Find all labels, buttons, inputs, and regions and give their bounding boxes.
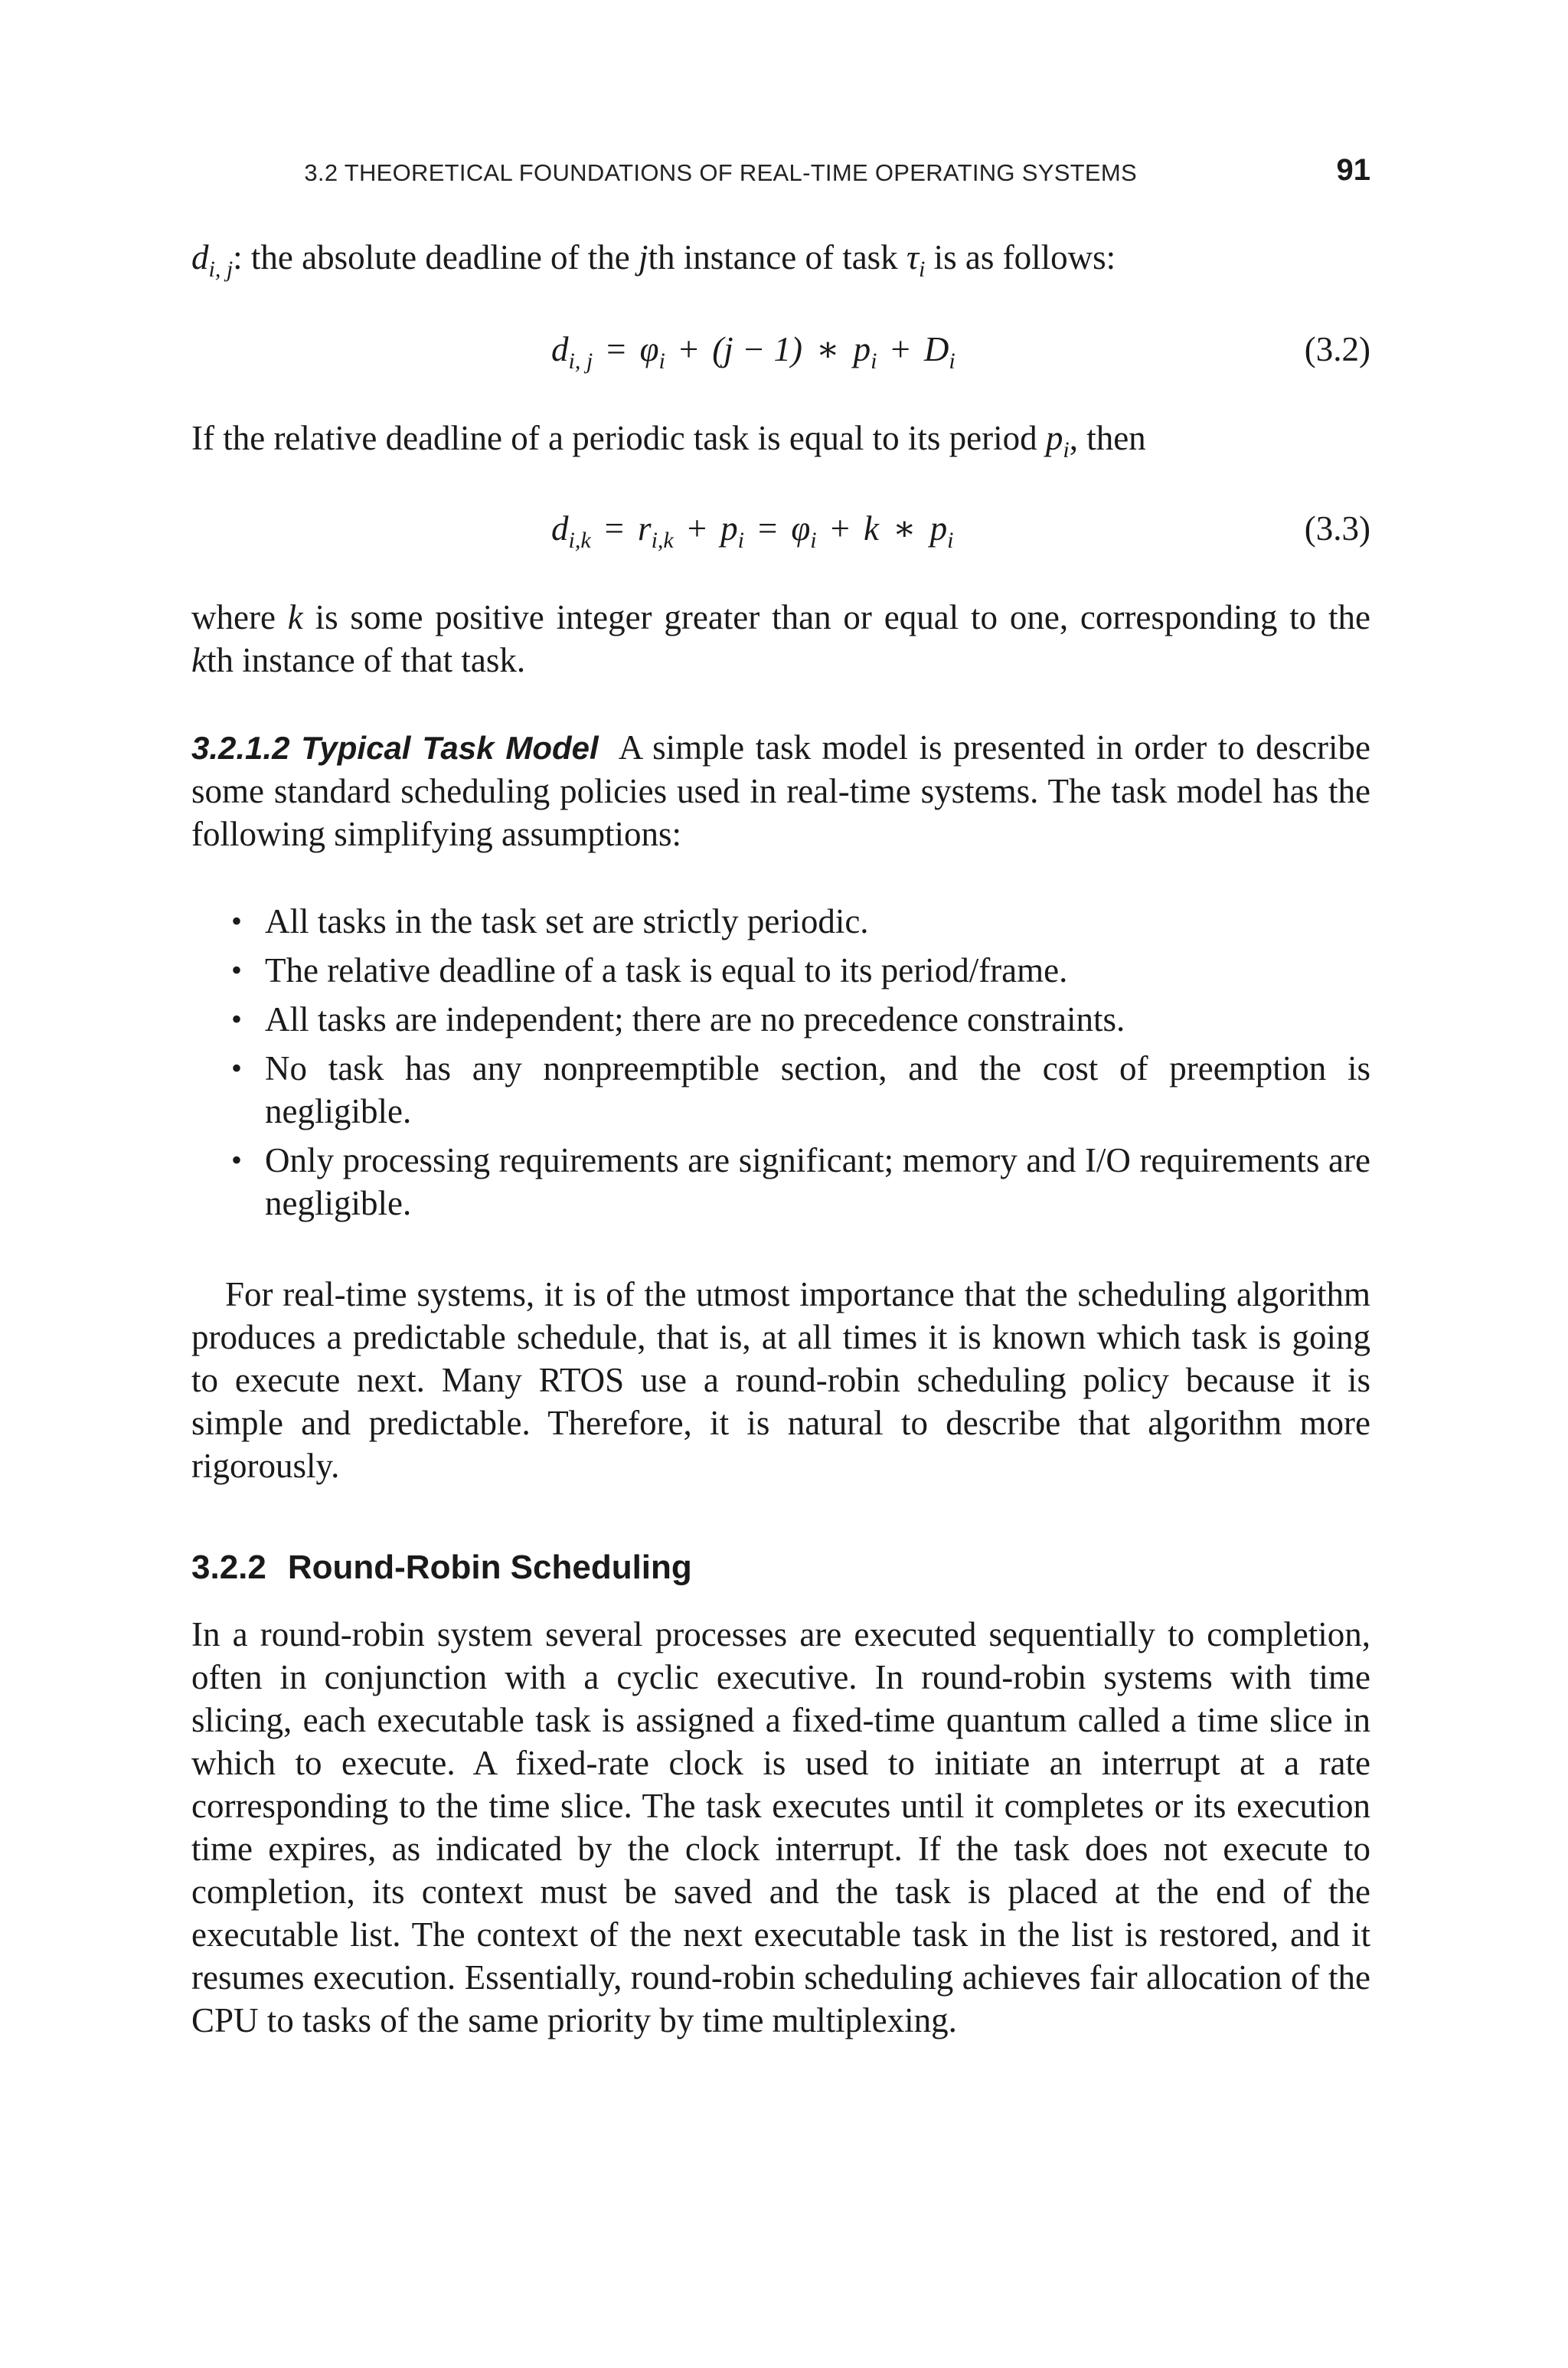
text-fragment: : the absolute deadline of the: [233, 238, 639, 276]
eq-operator: =: [604, 509, 625, 548]
equation-number: (3.2): [1304, 330, 1370, 368]
equation-body: [551, 507, 954, 553]
list-item: [191, 998, 1370, 1041]
assumption-list: [191, 900, 1370, 1231]
text-fragment: th instance of that task.: [206, 641, 526, 679]
section-title: Round-Robin Scheduling: [287, 1549, 692, 1586]
subsection-heading: 3.2.1.2 Typical Task Model: [191, 730, 599, 766]
list-item-text: The relative deadline of a task is equal to its period/frame.: [265, 951, 1068, 989]
eq-subscript: i: [810, 528, 817, 553]
paragraph: [191, 417, 1370, 463]
equation-3-2: [191, 328, 1370, 374]
text-fragment: th instance of task: [648, 238, 906, 276]
subsection-paragraph: [191, 726, 1370, 855]
subsection-text: A simple task model is presented in order to describe some standard scheduling policies used in real-time systems. The task model has the following simplifying assumptions:: [191, 728, 1370, 853]
symbol-j: j: [639, 238, 648, 276]
symbol-k: k: [191, 641, 207, 679]
list-item: [191, 900, 1370, 943]
list-item: [191, 1047, 1370, 1133]
list-item-text: All tasks in the task set are strictly periodic.: [265, 902, 869, 940]
definition-line: [191, 236, 1370, 282]
page-number: 91: [1336, 153, 1370, 187]
eq-symbol: k: [863, 509, 879, 548]
symbol-p: p: [1045, 419, 1063, 457]
equation-3-3: [191, 507, 1370, 553]
running-head: 3.2 THEORETICAL FOUNDATIONS OF REAL-TIME OPERATING SYSTEMS: [304, 159, 1137, 186]
eq-subscript: i: [737, 528, 744, 553]
eq-subscript: i: [658, 348, 665, 374]
eq-symbol: d: [551, 509, 569, 548]
equation-body: [551, 328, 956, 374]
text-fragment: is some positive integer greater than or equal to one, corresponding to the: [302, 598, 1370, 636]
bullet-icon: •: [231, 1002, 243, 1036]
eq-symbol: p: [929, 509, 948, 548]
eq-subscript: i, j: [568, 348, 593, 374]
eq-operator: =: [757, 509, 778, 548]
symbol-d: d: [191, 238, 209, 276]
text-fragment: is as follows:: [925, 238, 1116, 276]
symbol-subscript: i: [1063, 437, 1070, 463]
eq-symbol: r: [638, 509, 652, 548]
eq-operator: +: [678, 330, 699, 368]
list-item: [191, 1139, 1370, 1225]
list-item-text: No task has any nonpreemptible section, and the cost of preemption is negligible.: [265, 1049, 1370, 1130]
bullet-icon: •: [231, 953, 243, 987]
eq-subscript: i: [949, 348, 956, 374]
eq-symbol: φ: [639, 330, 659, 368]
page-header: [191, 153, 1370, 196]
eq-operator: ∗: [816, 330, 840, 368]
symbol-subscript: i, j: [208, 257, 234, 282]
section-number: 3.2.2: [191, 1549, 266, 1586]
eq-subscript: i: [871, 348, 877, 374]
symbol-k: k: [287, 598, 303, 636]
eq-subscript: i,k: [651, 528, 674, 553]
text-fragment: where: [191, 598, 288, 636]
eq-operator: =: [606, 330, 626, 368]
eq-operator: ∗: [892, 509, 916, 548]
eq-symbol: d: [551, 330, 569, 368]
list-item-text: Only processing requirements are significant; memory and I/O requirements are negligible.: [265, 1141, 1370, 1222]
eq-symbol: D: [923, 330, 949, 368]
text-fragment: , then: [1069, 419, 1146, 457]
eq-subscript: i: [947, 528, 954, 553]
list-item-text: All tasks are independent; there are no precedence constraints.: [265, 1000, 1125, 1038]
paragraph: [191, 596, 1370, 682]
eq-subscript: i,k: [568, 528, 591, 553]
section-heading: [191, 1549, 692, 1587]
eq-symbol: p: [720, 509, 738, 548]
eq-symbol: p: [853, 330, 871, 368]
paragraph: In a round-robin system several processes are executed sequentially to completion, often in conjunction with a cyclic executive. In round-robin systems with time slicing, each executable task is assigned a fixed-time quantum called a time slice in which to execute. A fixed-rate clock is used to initiate an interrupt at a rate corresponding to the time slice. The task executes until it completes or its execution time expires, as indicated by the clock interrupt. If the task does not execute to completion, its context must be saved and the task is placed at the end of the executable list. The context of the next executable task in the list is restored, and it resumes execution. Essentially, round-robin scheduling achieves fair allocation of the CPU to tasks of the same priority by time multiplexing.: [191, 1615, 1370, 2039]
equation-number: (3.3): [1304, 509, 1370, 548]
paragraph: For real-time systems, it is of the utmost importance that the scheduling algorithm produces a predictable schedule, that is, at all times it is known which task is going to execute next. Many RTOS use a round-robin scheduling policy because it is simple and predictable. Therefore, it is natural to describe that algorithm more rigorously.: [191, 1275, 1370, 1485]
bullet-icon: •: [231, 1051, 243, 1085]
text-fragment: If the relative deadline of a periodic task is equal to its period: [191, 419, 1046, 457]
eq-operator: +: [687, 509, 707, 548]
symbol-subscript: i: [919, 257, 926, 282]
bullet-icon: •: [231, 1143, 243, 1177]
eq-operator: +: [890, 330, 910, 368]
symbol-tau: τ: [906, 238, 920, 276]
eq-symbol: φ: [791, 509, 811, 548]
eq-operator: +: [830, 509, 850, 548]
list-item: [191, 949, 1370, 992]
bullet-icon: •: [231, 904, 243, 938]
eq-term: (j − 1): [712, 330, 803, 368]
